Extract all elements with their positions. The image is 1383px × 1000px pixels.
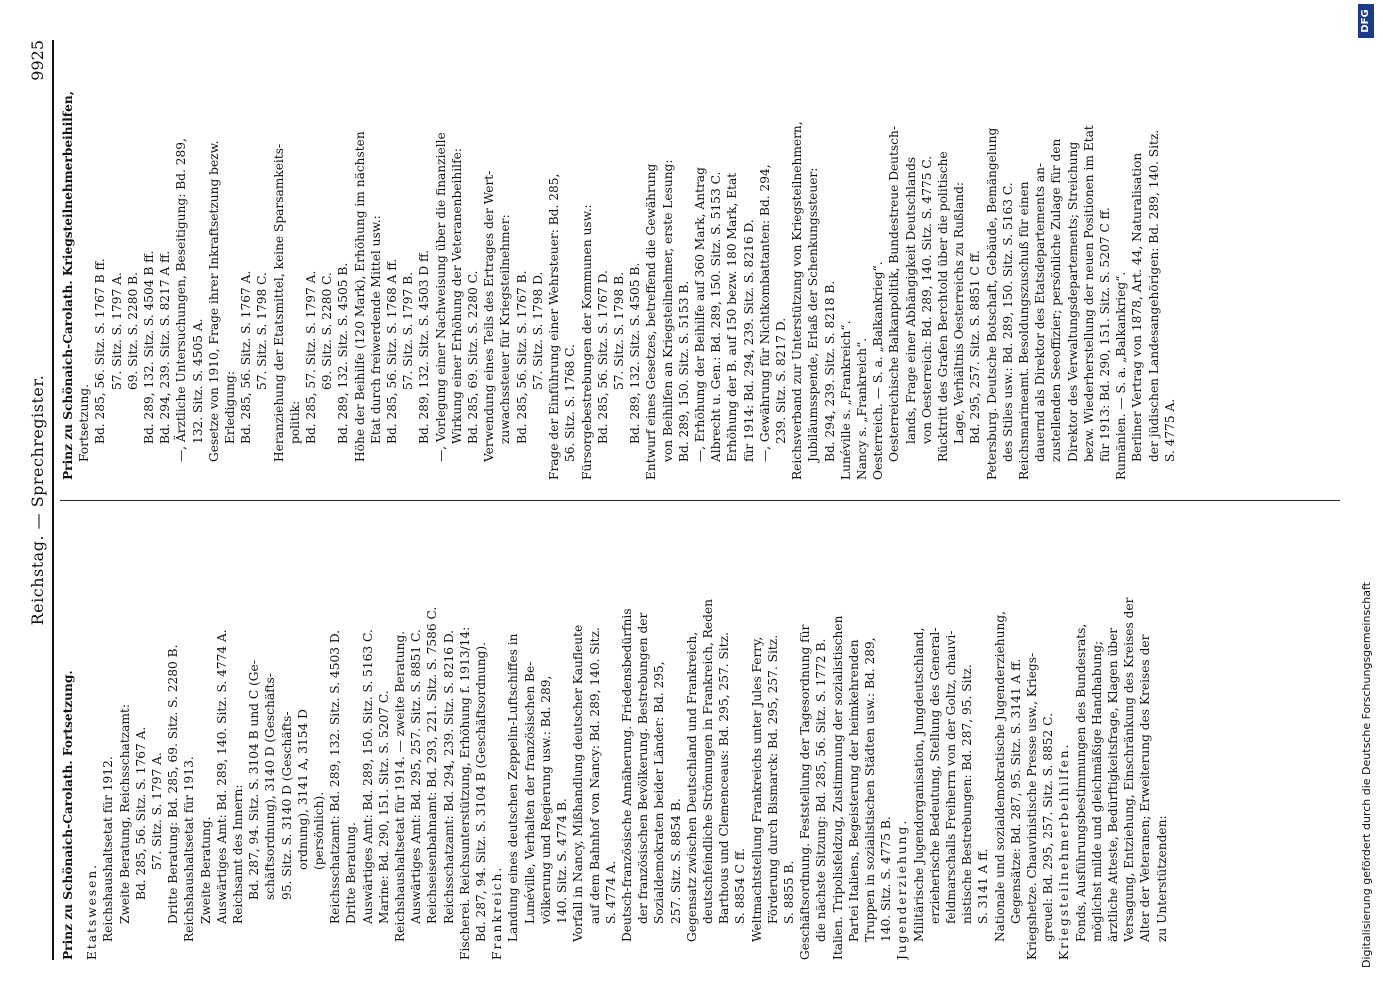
- running-head: [20, 40, 50, 960]
- register-line: der jüdischen Landesangehörigen: Bd. 289, 140. Sitz.: [1146, 129, 1161, 462]
- register-line: Jubiläumsspende, Erlaß der Schenkungssteuer:: [806, 167, 821, 462]
- register-line: —, Ärztliche Untersuchungen, Beseitigung: Bd. 289,: [174, 138, 189, 462]
- register-line: der französischen Bevölkerung. Bestrebungen der: [636, 612, 651, 924]
- register-line: Auswärtiges Amt: Bd. 295, 257. Sitz. S. 8851 C.: [409, 629, 424, 924]
- register-line: Gegensatz zwischen Deutschland und Frankreich,: [684, 631, 699, 942]
- register-line: Reichseisenbahnamt: Bd. 293, 221. Sitz. S. 7586 C.: [425, 606, 440, 924]
- register-line: Bd. 285, 69. Sitz. S. 2280 C.: [466, 270, 481, 444]
- entry-keyword: Frankreich.: [490, 865, 505, 960]
- register-line: Wirkung einer Erhöhung der Veteranenbeihilfe:: [449, 148, 464, 444]
- register-line: Sozialdemokraten beider Länder: Bd. 295,: [652, 661, 667, 924]
- register-line: Bd. 289, 132. Sitz. S. 4505 B.: [628, 262, 643, 444]
- register-line: Reichsmarineamt. Besoldungszuschuß für einen: [1016, 181, 1031, 480]
- register-line: Weltmachtstellung Frankreichs unter Jules Ferry,: [749, 636, 764, 942]
- register-line: Bd. 285, 56. Sitz. S. 1767 B ff.: [93, 258, 108, 444]
- register-line: —, Gewährung für Nichtkombattanten: Bd. 294,: [757, 164, 772, 462]
- left-column: [60, 520, 1350, 960]
- register-line: Bd. 295, 257. Sitz. S. 8851 C ff.: [968, 250, 983, 444]
- register-line: 69. Sitz. S. 2280 B.: [125, 272, 140, 390]
- register-line: Reichsamt des Innern:: [231, 784, 246, 924]
- register-line: Bd. 289, 150. Sitz. S. 5153 B.: [676, 280, 691, 462]
- register-line: Dritte Beratung: Bd. 285, 69. Sitz. S. 2280 B.: [166, 644, 181, 924]
- register-line: Bd. 289, 132. Sitz. S. 4504 B ff.: [142, 250, 157, 444]
- register-line: deutschfeindliche Strömungen in Frankreich, Reden: [700, 599, 715, 924]
- register-line: 57. Sitz. S. 1797 A.: [150, 752, 165, 870]
- register-line: S. 3141 A ff.: [976, 848, 991, 924]
- register-line: zuwachssteuer für Kriegsteilnehmer:: [498, 214, 513, 444]
- register-line: Auswärtiges Amt: Bd. 289, 150. Sitz. S. 5163 C.: [360, 629, 375, 924]
- register-line: Fonds, Ausführungsbestimmungen des Bundesrats,: [1073, 623, 1088, 942]
- register-line: 239. Sitz. S. 8217 D.: [773, 317, 788, 444]
- register-line: von Beihilfen an Kriegsteilnehmer, erste Lesung:: [660, 159, 675, 462]
- register-line: Bd. 289, 132. Sitz. S. 4505 B.: [336, 262, 351, 444]
- register-line: Barthous und Clemenceaus: Bd. 295, 257. Sitz.: [717, 632, 732, 924]
- register-line: 57. Sitz. S. 1798 C.: [255, 272, 270, 390]
- register-line: Fischerei. Reichsunterstützung, Erhöhung f. 1913/14:: [457, 626, 472, 960]
- register-line: Zweite Beratung.: [198, 816, 213, 924]
- register-line: des Stiles usw.: Bd. 289, 150. Sitz. S. 5163 C.: [1000, 182, 1015, 462]
- register-line: Bd. 285, 56. Sitz. S. 1767 A.: [133, 726, 148, 900]
- digitization-credit: [1356, 0, 1378, 990]
- register-line: bezw. Wiederherstellung der neuen Positionen im Etat: [1081, 125, 1096, 462]
- register-line: Bd. 285, 56. Sitz. S. 1768 A ff.: [385, 258, 400, 444]
- register-line: Heranziehung der Etatsmittel, keine Sparsamkeits-: [271, 143, 286, 462]
- register-line: (persönlich).: [312, 791, 327, 870]
- register-line: politik:: [287, 400, 302, 444]
- register-line: Militärische Jugendorganisation, Jungdeutschland,: [911, 627, 926, 942]
- register-line: zu Unterstützenden:: [1154, 815, 1169, 942]
- register-line: feldmarschalls Freiherrn von der Goltz, chauvi-: [943, 630, 958, 924]
- register-line: 57. Sitz. S. 1797 B.: [401, 272, 416, 390]
- register-line: —, Erhöhung der Beihilfe auf 360 Mark, Antrag: [692, 167, 707, 462]
- register-line: erzieherische Bedeutung, Stellung des General-: [927, 627, 942, 924]
- right-column: [60, 40, 1350, 480]
- register-line: zustellenden Seeoffizier; persönliche Zulage für den: [1049, 138, 1064, 462]
- register-line: S. 4775 A.: [1162, 398, 1177, 462]
- register-line: von Oesterreich: Bd. 289, 140. Sitz. S. 4775 C.: [919, 155, 934, 444]
- register-line: 69. Sitz. S. 2280 C.: [320, 272, 335, 390]
- register-line: Bd. 285, 56. Sitz. S. 1767 B.: [514, 270, 529, 444]
- register-line: greuel: Bd. 295, 257. Sitz. S. 8852 C.: [1041, 713, 1056, 942]
- register-line: 57. Sitz. S. 1798 B.: [611, 272, 626, 390]
- register-line: Reichsschatzamt: Bd. 294, 239. Sitz. S. 8216 D.: [441, 629, 456, 924]
- register-line: Alter der Veteranen; Erweiterung des Kreises der: [1138, 634, 1153, 942]
- register-line: schäftsordnung), 3140 D (Geschäfts-: [263, 673, 278, 900]
- register-line: Versagung, Entziehung, Einschränkung des Kreises der: [1122, 597, 1137, 942]
- register-line: Bd. 294, 239. Sitz. S. 8217 A ff.: [158, 250, 173, 444]
- register-line: für 1913: Bd. 290, 151. Sitz. S. 5207 C ff.: [1098, 207, 1112, 462]
- register-line: Truppen in sozialistischen Städten usw.: Bd. 289,: [862, 637, 877, 942]
- register-line: Marine: Bd. 290, 151. Sitz. S. 5207 C.: [376, 690, 391, 924]
- register-line: Deutsch-französische Annäherung. Friedensbedürfnis: [619, 608, 634, 942]
- register-line: Petersburg. Deutsche Botschaft, Gebäude, Bemängelung: [984, 127, 999, 480]
- register-line: lands, Frage einer Abhängigkeit Deutschlands: [903, 156, 918, 444]
- register-line: Bd. 289, 132. Sitz. S. 4503 D ff.: [417, 249, 432, 444]
- column-divider: [60, 500, 1340, 501]
- register-line: S. 8854 C ff.: [733, 848, 748, 924]
- register-line: 56. Sitz. S. 1768 C.: [563, 344, 578, 462]
- register-line: Höhe der Beihilfe (120 Mark), Erhöhung im nächsten: [352, 131, 367, 462]
- register-line: für 1914: Bd. 294, 239. Sitz. S. 8216 D.: [741, 219, 756, 462]
- register-line: Nationale und sozialdemokratische Jugenderziehung,: [992, 610, 1007, 942]
- register-line: Bd. 294, 239. Sitz. S. 8218 B.: [822, 280, 837, 462]
- register-line: 257. Sitz. S. 8854 B.: [668, 798, 683, 924]
- register-line: Nancy s. „Frankreich“.: [854, 337, 869, 480]
- register-line: Oesterreichische Balkanpolitik, Bundestreue Deutsch-: [887, 126, 902, 462]
- dfg-logo: DFG: [1358, 4, 1374, 38]
- entry-keyword: Jugenderziehung.: [895, 818, 910, 960]
- register-line: Rücktritt des Grafen Berchtold über die politische: [935, 151, 950, 462]
- register-line: Fürsorgebestrebungen der Kommunen usw.:: [579, 204, 594, 480]
- register-line: Rumänien. — S. a. „Balkankrieg“.: [1114, 271, 1129, 480]
- register-page: [20, 40, 1360, 960]
- register-line: Bd. 285, 56. Sitz. S. 1767 A.: [239, 270, 254, 444]
- register-line: Bd. 287, 94. Sitz. S. 3104 B (Geschäftsordnung).: [474, 642, 489, 942]
- spacer: [76, 520, 84, 960]
- register-line: Auswärtiges Amt: Bd. 289, 140. Sitz. S. 4774 A.: [214, 629, 229, 924]
- register-line: Italien. Tripolisfeldzug, Zustimmung der sozialistischen: [830, 615, 845, 960]
- register-line: Reichshaushaltsetat für 1912.: [101, 756, 116, 942]
- register-line: völkerung und Regierung usw.: Bd. 289,: [538, 675, 553, 924]
- register-line: nistische Bestrebungen: Bd. 287, 95. Sitz.: [960, 664, 975, 924]
- register-line: Bd. 285, 56. Sitz. S. 1767 D.: [595, 270, 610, 444]
- register-line: Reichsverband zur Unterstützung von Kriegsteilnehmern,: [790, 121, 805, 480]
- column-heading: Prinz zu Schönaich-Carolath. Kriegsteilnehmerbeihilfen,: [61, 91, 75, 480]
- register-line: Gesetze von 1910, Frage ihrer Inkraftsetzung bezw.: [206, 140, 221, 462]
- register-line: Direktor des Verwaltungsdepartements; Streichung: [1065, 141, 1080, 462]
- register-line: 140. Sitz. S. 4775 B.: [879, 816, 894, 942]
- register-line: möglichst milde und gleichmäßige Handhabung;: [1089, 640, 1104, 942]
- register-line: Etat durch freiwerdende Mittel usw.:: [368, 215, 383, 444]
- running-title: Reichstag. — Sprechregister.: [28, 374, 47, 626]
- register-line: Förderung durch Bismarck: Bd. 295, 257. Sitz.: [765, 634, 780, 924]
- register-line: Reichsschatzamt: Bd. 289, 132. Sitz. S. 4503 D.: [328, 629, 343, 924]
- register-line: —, Vorlegung einer Nachweisung über die finanzielle: [433, 132, 448, 462]
- register-line: die nächste Sitzung: Bd. 285, 56. Sitz. S. 1772 B.: [814, 638, 829, 942]
- register-line: Albrecht u. Gen.: Bd. 289, 150. Sitz. S. 5153 C.: [709, 171, 724, 462]
- register-line: Dritte Beratung.: [344, 822, 359, 924]
- register-line: S. 4774 A.: [603, 860, 618, 924]
- register-line: Bd. 285, 57. Sitz. S. 1797 A.: [304, 270, 319, 444]
- entry-keyword: Kriegsteilnehmerbeihilfen.: [1057, 742, 1072, 960]
- register-line: auf dem Bahnhof von Nancy: Bd. 289, 140. Sitz.: [587, 627, 602, 924]
- register-line: Kriegshetze. Chauvinistische Presse usw., Kriegs-: [1024, 652, 1039, 960]
- register-line: Berliner Vertrag von 1878, Art. 44, Naturalisation: [1130, 152, 1145, 462]
- column-heading: Prinz zu Schönaich-Carolath. Fortsetzung.: [61, 670, 75, 960]
- register-line: Landung eines deutschen Zeppelin-Luftschiffes in: [506, 633, 521, 942]
- register-line: Fortsetzung.: [77, 383, 92, 462]
- register-line: Gegensätze: Bd. 287, 95. Sitz. S. 3141 A ff.: [1008, 658, 1023, 924]
- credit-text: Digitalisierung gefördert durch die Deutsche Forschungsgemeinschaft: [1360, 582, 1373, 968]
- register-line: 57. Sitz. S. 1797 A.: [109, 272, 124, 390]
- header-rule: [52, 40, 54, 960]
- register-line: S. 8855 B.: [781, 860, 796, 924]
- register-line: 57. Sitz. S. 1798 D.: [530, 271, 545, 390]
- register-line: Lunéville s. „Frankreich“.: [838, 320, 853, 480]
- register-line: Reichshaushaltsetat für 1913.: [182, 756, 197, 942]
- register-line: Erhöhung der B. auf 150 bezw. 180 Mark, Etat: [725, 172, 740, 462]
- register-line: Erledigung:: [223, 371, 238, 444]
- page-number: 9925: [28, 40, 47, 81]
- register-line: ärztliche Atteste, Bedürftigkeitsfrage, Klagen über: [1106, 627, 1120, 942]
- register-line: Zweite Beratung, Reichsschatzamt:: [117, 704, 132, 924]
- register-line: Partei Italiens, Begeisterung der heimkehrenden: [846, 639, 861, 942]
- register-line: Verwendung eines Teils des Ertrages der Wert-: [482, 170, 497, 462]
- register-line: Reichshaushaltsetat für 1914. — zweite Beratung.: [393, 630, 408, 942]
- entry-keyword: Etatswesen.: [85, 862, 100, 960]
- register-line: Lage, Verhältnis Oesterreichs zu Rußland:: [952, 182, 967, 444]
- register-line: Bd. 287, 94. Sitz. S. 3104 B und C (Ge-: [247, 660, 262, 900]
- register-line: Lunéville, Verhalten der französischen Be-: [522, 661, 537, 924]
- register-line: Frage der Einführung einer Wehrsteuer: Bd. 285,: [547, 173, 562, 480]
- register-line: 132. Sitz. S. 4505 A.: [190, 318, 205, 444]
- register-line: dauernd als Direktor des Etatsdepartements an-: [1033, 162, 1048, 462]
- register-line: ordnung), 3141 A, 3154 D: [295, 709, 310, 870]
- register-line: 140. Sitz. S. 4774 B.: [555, 798, 570, 924]
- register-line: Geschäftsordnung. Feststellung der Tagesordnung für: [798, 624, 813, 960]
- register-line: Oesterreich. — S. a. „Balkankrieg“.: [871, 261, 886, 480]
- register-line: Entwurf eines Gesetzes, betreffend die Gewährung: [644, 163, 659, 480]
- register-line: Vorfall in Nancy, Mißhandlung deutscher Kaufleute: [571, 624, 586, 942]
- register-line: 95. Sitz. S. 3140 D (Geschäfts-: [279, 711, 294, 900]
